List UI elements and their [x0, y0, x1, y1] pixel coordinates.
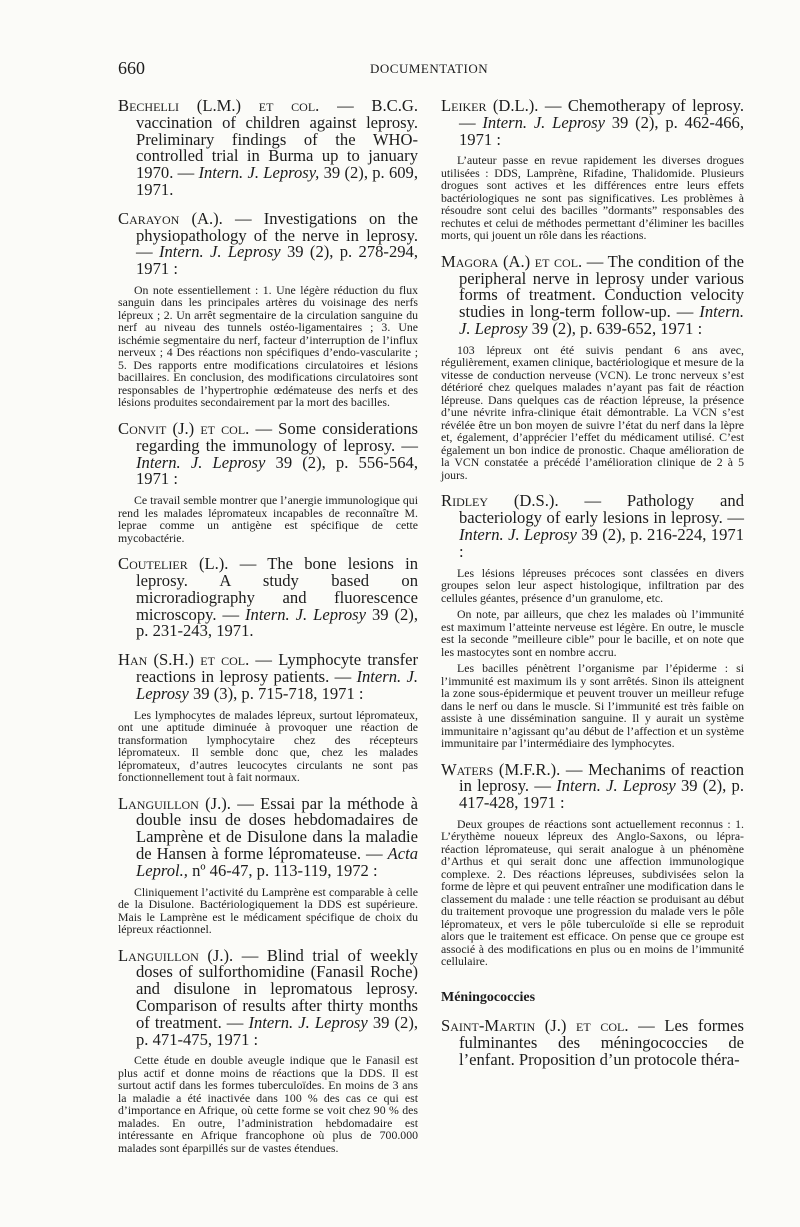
bibliography-entry	[118, 945, 418, 1155]
citation	[441, 1015, 744, 1069]
author: Magora (A.) et col.	[441, 251, 583, 271]
abstract	[118, 1054, 418, 1154]
article-title: — Lymphocyte transfer reactions in leprosy patients. —	[136, 650, 418, 686]
running-head: DOCUMENTATION	[370, 61, 489, 76]
citation-details: 39 (2), p. 231-243, 1971.	[136, 604, 418, 641]
journal-source: Intern. J. Leprosy	[459, 302, 744, 339]
author: Languillon (J.).	[118, 945, 234, 965]
journal-source: Intern. J. Leprosy	[459, 524, 577, 544]
citation	[118, 208, 418, 279]
abstract-paragraph: Deux groupes de réactions sont actuellement reconnus : 1. L’érythème noueux lépreux des Anglo-Saxons, ou lépra-réaction lépromateuse, qui serait analogue à un phénomène d’Arthus et qui serait donc une affection immunologique complexe. 2. Des réactions lépreuses, subdivisées selon la forme de lèpre et qui peuvent entraîner une modification dans le classement du malade : une telle réaction se produisant au début du traitement provoque une progression du malade vers le pôle lépromateux, et vers le pôle tuberculoïde si elle se reproduit alors que le traitement est efficace. On pense que ce groupe est associé à des modifications en plus ou en moins de l’immunité cellulaire.	[441, 816, 744, 969]
abstract	[118, 709, 418, 784]
article-title: — Pathology and bacteriology of early lesions in leprosy. —	[459, 491, 744, 528]
abstract-paragraph: Les lymphocytes de malades lépreux, surtout lépromateux, ont une aptitude diminuée à provoquer une réaction de transformation lymphocytaire chez des récepteurs lépromateux. Il semble donc que, chez les malades lépromateux, d’autres leucocytes circulants ne sont pas fonctionnellement tout à fait normaux.	[118, 707, 418, 785]
author: Han (S.H.) et col.	[118, 650, 250, 670]
article-title: — Essai par la méthode à double insu de doses hebdomadaires de Lamprène et de Disulone dans la maladie de Hansen à forme lépromateuse. —	[136, 793, 418, 863]
citation	[118, 945, 418, 1049]
journal-source: Intern. J. Leprosy	[136, 452, 266, 472]
abstract	[441, 818, 744, 968]
section-heading: Méningococcies	[441, 989, 536, 1005]
citation	[441, 98, 744, 148]
bibliography-entry	[441, 251, 744, 482]
citation	[441, 759, 744, 813]
right-column	[441, 98, 744, 1080]
bibliography-entry	[441, 759, 744, 969]
left-column	[118, 98, 418, 1166]
abstract	[441, 344, 744, 482]
citation-details: 39 (2), p. 471-475, 1971 :	[136, 1012, 418, 1049]
author: Languillon (J.).	[118, 793, 231, 813]
bibliography-entry	[118, 98, 418, 199]
bibliography-entry	[441, 493, 744, 749]
author: Saint-Martin (J.) et col.	[441, 1015, 629, 1035]
citation-details: 39 (2), p. 556-564, 1971 :	[136, 452, 418, 489]
author: Bechelli (L.M.) et col.	[118, 96, 320, 115]
citation-details: 39 (2), p. 639-652, 1971 :	[527, 319, 703, 339]
author: Carayon (A.).	[118, 208, 223, 228]
author: Ridley (D.S.).	[441, 491, 559, 511]
bibliography-entry	[118, 652, 418, 783]
bibliography-entry	[118, 793, 418, 937]
citation	[118, 652, 418, 702]
abstract	[441, 154, 744, 242]
article-title: — Investigations on the physiopathology of the nerve in leprosy. —	[136, 208, 418, 262]
abstract-paragraph: On note essentiellement : 1. Une légère réduction du flux sanguin dans les principales artères du voisinage des nerfs lépreux ; 2. Un arrêt segmentaire de la circulation sanguine du nerf au niveau des tunnels ostéo-ligamentaires ; 3. Une ischémie segmentaire du nerf, facteur d’interruption de l’influx nerveux ; 4 Des réactions non spécifiques d’endo-vascularite ; 5. Des rapports entre modifications circulatoires et lésions bacillaires. En conclusion, des modifications circulatoires sont responsables de l’hypertrophie œdémateuse des nerfs et des lésions produites secondairement par la mort des bacilles.	[118, 282, 418, 410]
abstract	[441, 567, 744, 750]
author: Convit (J.) et col.	[118, 418, 250, 438]
journal-source: Intern. J. Leprosy	[158, 242, 281, 262]
bibliography-entry	[118, 418, 418, 545]
article-title: — Blind trial of weekly doses of sulforthomidine (Fanasil Roche) and disulone in lepromatous leprosy. Comparison of results after thirty months of treatment. —	[136, 945, 418, 1032]
journal-source: Intern. J. Leprosy	[248, 1012, 368, 1032]
abstract	[118, 494, 418, 544]
abstract-paragraph: Les bacilles pénètrent l’organisme par l’épiderme : si l’immunité est maximum ils y sont arrêtés. Sinon ils atteignent la zone sous-épidermique et peuvent trouver un meilleur refuge dans le nerf ou dans le muscle. Si l’immunité est très faible on assiste à une dissémination sanguine. Il y aurait un système immunitaire n’agissant qu’au début de l’affection et un système immunitaire par l’intermédiaire des lymphocytes.	[441, 661, 744, 751]
page-header	[118, 58, 720, 84]
bibliography-entry	[118, 208, 418, 410]
article-title: — Some considerations regarding the immunology of leprosy. —	[136, 418, 418, 455]
citation	[441, 251, 744, 339]
abstract	[118, 284, 418, 409]
abstract-paragraph: L’auteur passe en revue rapidement les diverses drogues utilisées : DDS, Lamprène, Rifadine, Thalidomide. Plusieurs drogues sont actives et les différences entre leurs effets bactériologiques ne sont pas significatives. Les problèmes à résoudre sont celui des bacilles ”dormants” responsables des rechutes et celui de méthodes permettant d’éliminer les bacilles morts, qui jouent un rôle dans les réactions.	[441, 153, 744, 243]
abstract-paragraph: Les lésions lépreuses précoces sont classées en divers groupes selon leur aspect histologique, infiltration par des cellules géantes, présence d’un granulome, etc.	[441, 565, 744, 605]
article-title: — Chemotherapy of leprosy. —	[459, 96, 745, 132]
journal-source: Intern. J. Leprosy	[136, 666, 418, 703]
citation-details: 39 (2), p. 609, 1971.	[136, 163, 418, 199]
bibliography-entry	[118, 556, 418, 640]
abstract-paragraph: Cliniquement l’activité du Lamprène est comparable à celle de la Disulone. Bactériologiquement la DDS est supérieure. Mais le Lamprène est le médicament spécifique de choix du lépreux réactionnel.	[118, 884, 418, 937]
citation-details: 39 (2), p. 462-466, 1971 :	[459, 112, 744, 149]
author: Leiker (D.L.).	[441, 96, 539, 115]
article-title: — B.C.G. vaccination of children against leprosy. Preliminary findings of the WHO-controlled trial in Burma up to january 1970. —	[136, 96, 418, 183]
bibliography-entry	[441, 98, 744, 242]
abstract-paragraph: Ce travail semble montrer que l’anergie immunologique qui rend les malades lépromateux incapables de reconnaître M. leprae comme un antigène est spécifique de cette mycobactérie.	[118, 493, 418, 545]
abstract-paragraph: Cette étude en double aveugle indique que le Fanasil est plus actif et donne moins de réactions que la DDS. Il est surtout actif dans les formes tuberculoïdes. En moins de 3 ans la maladie a été inactivée dans 100 % des cas ce qui est d’importance en Afrique, où cette forme se voit chez 90 % des malades. En outre, l’administration hebdomadaire est intéressante en Afrique francophone où plus de 700.000 malades sont éparpillés sur de vastes étendues.	[118, 1053, 418, 1155]
citation	[118, 98, 418, 199]
article-title: — The condition of the peripheral nerve in leprosy under various forms of treatment. Conduction velocity studies in long-term follow-up. —	[459, 251, 744, 322]
abstract-paragraph: On note, par ailleurs, que chez les malades où l’immunité est maximum l’atteinte nerveuse est légère. En outre, le muscle est la seconde ”meilleure cible” pour le bacille, et on note que les mastocytes sont en nombre accru.	[441, 607, 744, 659]
article-title: — Les formes fulminantes des méningococcies de l’enfant. Proposition d’un protocole théra-	[459, 1015, 744, 1069]
author: Coutelier (L.).	[118, 554, 229, 574]
bibliography-entry	[441, 1015, 744, 1069]
journal-source: Acta Leprol.,	[136, 843, 418, 880]
page-number: 660	[118, 58, 145, 78]
journal-source: Intern. J. Leprosy,	[198, 163, 320, 183]
journal-source: Intern. J. Leprosy	[245, 604, 366, 624]
journal-source: Intern. J. Leprosy	[482, 112, 605, 132]
citation-details: 39 (2), p. 417-428, 1971 :	[459, 776, 744, 813]
author: Waters (M.F.R.).	[441, 759, 561, 779]
citation-details: 39 (3), p. 715-718, 1971 :	[188, 683, 364, 703]
citation	[118, 556, 418, 640]
abstract	[118, 886, 418, 936]
abstract-paragraph: 103 lépreux ont été suivis pendant 6 ans avec, régulièrement, examen clinique, bactériologique et mesure de la vitesse de conduction nerveuse (VCN). Le tronc nerveux s’est détérioré chez quelques malades n’ayant pas fait de réaction lépreuse. Dans quelques cas de réaction lépreuse, la présence d’une névrite infra-clinique était démontrable. La VCN s’est révélée être un bon moyen de suivre l’état du nerf dans la lèpre et, également, d’apprécier l’effet du médicament utilisé. C’est également un bon indice de pronostic. Chaque amélioration de la VCN constatée a précédé l’amélioration clinique de 2 à 5 jours.	[441, 342, 744, 482]
citation-details: 39 (2), p. 216-224, 1971 :	[459, 524, 744, 561]
citation-details: 39 (2), p. 278-294, 1971 :	[136, 242, 418, 279]
journal-source: Intern. J. Leprosy	[556, 776, 676, 796]
citation	[441, 493, 744, 560]
article-title: — Mechanims of reaction in leprosy. —	[459, 759, 744, 796]
citation	[118, 418, 418, 489]
article-title: — The bone lesions in leprosy. A study based on microradiography and fluorescence microscopy. —	[136, 554, 419, 624]
citation-details: nº 46-47, p. 113-119, 1972 :	[187, 860, 378, 880]
citation	[118, 793, 418, 880]
